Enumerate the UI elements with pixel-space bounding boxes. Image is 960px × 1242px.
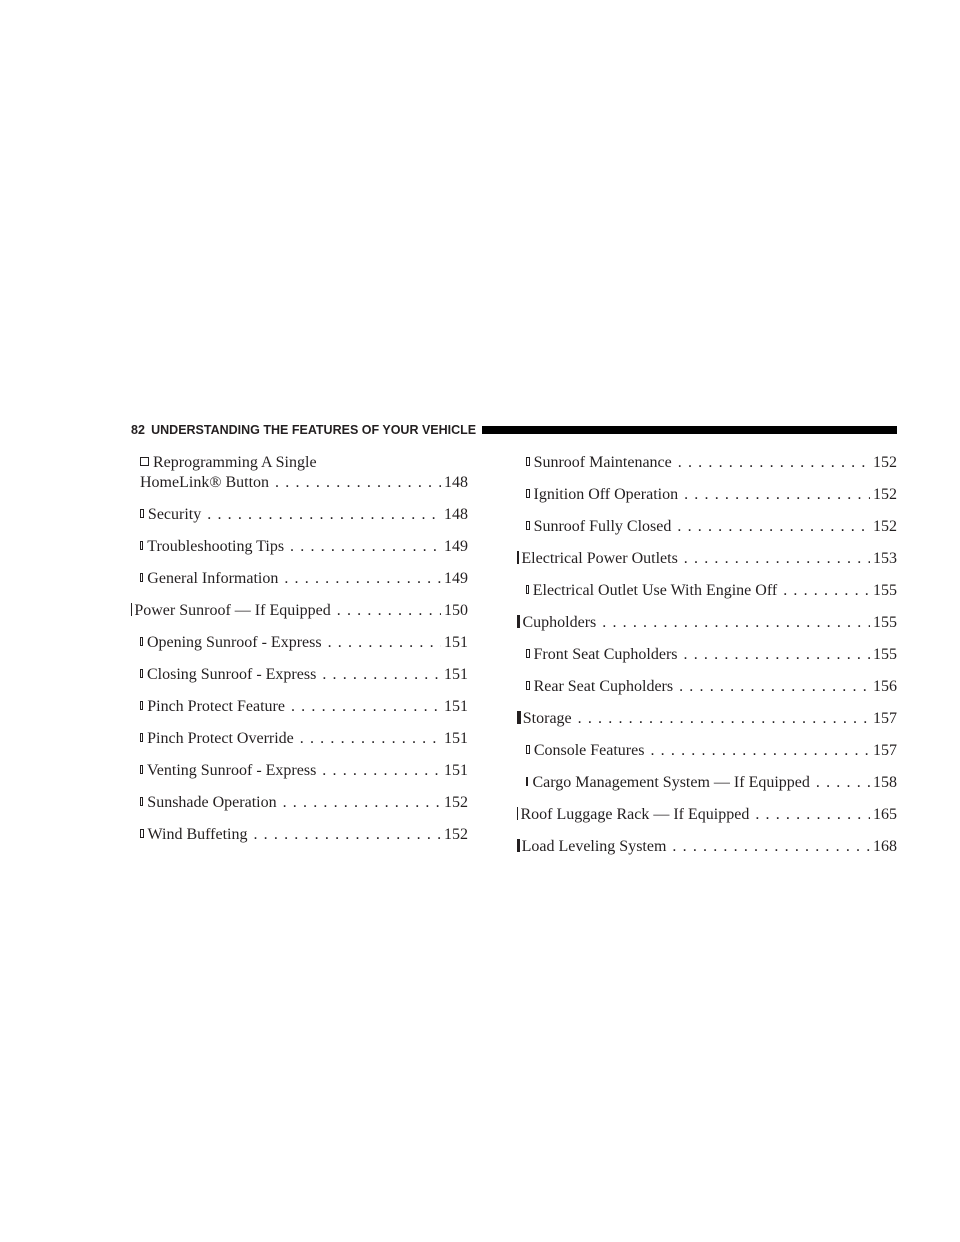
leader-dots [291,697,441,717]
hollow-square-bullet-icon [526,489,530,498]
leader-dots [684,645,870,665]
section-title: UNDERSTANDING THE FEATURES OF YOUR VEHICLE [151,423,477,437]
toc-entry-page: 155 [873,646,897,663]
toc-entry[interactable] [517,741,897,761]
hollow-square-bullet-icon [140,765,143,774]
toc-entry[interactable] [131,505,468,525]
leader-dots [300,729,441,749]
toc-entry[interactable] [131,697,468,717]
hollow-square-bullet-icon [140,733,143,742]
hollow-square-bullet-icon [140,669,143,678]
leader-dots [602,613,870,633]
toc-left-column [131,453,468,857]
leader-dots [678,453,870,473]
filled-square-bullet-icon [131,603,132,616]
toc-entry[interactable] [517,581,897,601]
hollow-square-bullet-icon [526,681,530,690]
toc-entry-page: 165 [873,806,897,823]
toc-entry[interactable] [517,805,897,825]
toc-entry-label: Console Features [533,742,645,759]
toc-entry-label: Cargo Management System — If Equipped [532,774,810,791]
toc-entry-page: 157 [873,710,897,727]
toc-entry-page: 153 [873,550,897,567]
toc-entry[interactable] [131,569,468,589]
filled-square-bullet-icon [517,615,520,628]
toc-entry-page: 149 [444,538,468,555]
toc-entry-page: 152 [444,794,468,811]
toc-entry-label: Sunshade Operation [147,794,277,811]
toc-entry[interactable] [131,793,468,813]
toc-entry[interactable] [517,645,897,665]
leader-dots [290,537,441,557]
hollow-square-bullet-icon [140,797,143,806]
hollow-square-bullet-icon [140,509,144,518]
hollow-square-bullet-icon [140,829,144,838]
toc-entry-page: 151 [444,698,468,715]
hollow-square-bullet-icon [140,457,149,466]
toc-entry-page: 150 [444,602,468,619]
leader-dots [677,517,870,537]
toc-entry[interactable] [517,837,897,857]
toc-entry[interactable] [517,549,897,569]
toc-entry-label: HomeLink® Button [140,474,270,491]
toc-entry-page: 149 [444,570,468,587]
leader-dots [672,837,870,857]
toc-entry[interactable] [131,825,468,845]
toc-entry[interactable] [517,709,897,729]
filled-square-bullet-icon [517,807,518,820]
toc-entry-page: 151 [444,634,468,651]
toc-entry-page: 152 [873,454,897,471]
hollow-square-bullet-icon [140,541,143,550]
toc-entry-label: Opening Sunroof - Express [146,634,322,651]
leader-dots [679,677,870,697]
toc-entry[interactable] [131,537,468,557]
toc-entry-label: Electrical Power Outlets [521,550,678,567]
toc-entry[interactable] [131,761,468,781]
toc-entry-label: Troubleshooting Tips [147,538,285,555]
hollow-square-bullet-icon [140,573,143,582]
toc-entry-page: 151 [444,666,468,683]
toc-entry-label: Ignition Off Operation [533,486,679,503]
toc-entry[interactable] [517,677,897,697]
leader-dots [337,601,441,621]
toc-entry-page: 148 [444,506,468,523]
toc-entry[interactable] [517,517,897,537]
toc-entry-label: Closing Sunroof - Express [146,666,317,683]
hollow-square-bullet-icon [526,649,530,658]
leader-dots [684,485,870,505]
toc-entry-label: Cupholders [522,614,597,631]
toc-entry-page: 158 [873,774,897,791]
leader-dots [283,793,441,813]
leader-dots [322,665,441,685]
toc-entry-page: 152 [873,486,897,503]
leader-dots [755,805,870,825]
toc-entry-label: Rear Seat Cupholders [533,678,674,695]
filled-square-bullet-icon [517,839,520,852]
page-number: 82 [131,423,146,437]
hollow-square-bullet-icon [526,457,530,466]
leader-dots [253,825,441,845]
leader-dots [684,549,870,569]
toc-entry-page: 151 [444,730,468,747]
filled-square-bullet-icon [517,711,521,724]
hollow-square-bullet-icon [526,777,528,786]
toc-entry-label: Roof Luggage Rack — If Equipped [520,806,750,823]
toc-entry-page: 152 [444,826,468,843]
hollow-square-bullet-icon [140,637,143,646]
toc-entry-page: 151 [444,762,468,779]
toc-entry-label: Pinch Protect Feature [147,698,285,715]
toc-entry[interactable] [517,453,897,473]
toc-entry-label: Power Sunroof — If Equipped [134,602,331,619]
leader-dots [284,569,441,589]
running-header [131,420,897,440]
toc-entry[interactable] [517,485,897,505]
hollow-square-bullet-icon [526,521,530,530]
toc-entry[interactable] [131,601,468,621]
leader-dots [207,505,441,525]
toc-entry-page: 155 [873,582,897,599]
toc-entry-label: Sunroof Maintenance [533,454,672,471]
hollow-square-bullet-icon [526,745,530,754]
toc-entry[interactable] [131,665,468,685]
toc-right-column [517,453,897,869]
leader-dots [783,581,870,601]
leader-dots [650,741,870,761]
toc-entry-label: Wind Buffeting [147,826,248,843]
hollow-square-bullet-icon [526,585,529,594]
toc-entry-page: 152 [873,518,897,535]
toc-entry[interactable] [517,613,897,633]
toc-entry-page: 156 [873,678,897,695]
toc-entry[interactable] [131,453,468,493]
toc-entry[interactable] [517,773,897,793]
toc-entry-page: 157 [873,742,897,759]
header-rule [482,426,897,434]
leader-dots [322,761,441,781]
toc-entry-label: Pinch Protect Override [147,730,294,747]
filled-square-bullet-icon [517,551,519,564]
leader-dots [578,709,870,729]
leader-dots [275,473,441,493]
toc-entry-label: Security [147,506,202,523]
toc-entry-page: 148 [444,474,468,491]
leader-dots [816,773,870,793]
toc-entry-label: Front Seat Cupholders [533,646,678,663]
toc-entry[interactable] [131,729,468,749]
toc-entry-page: 155 [873,614,897,631]
toc-entry-label: Load Leveling System [521,838,667,855]
toc-entry-label: Electrical Outlet Use With Engine Off [532,582,778,599]
hollow-square-bullet-icon [140,701,143,710]
toc-entry[interactable] [131,633,468,653]
toc-entry-label: General Information [147,570,279,587]
leader-dots [328,633,441,653]
toc-entry-page: 168 [873,838,897,855]
toc-entry-label: Venting Sunroof - Express [146,762,317,779]
toc-entry-label: Storage [522,710,572,727]
toc-entry-label: Reprogramming A Single [153,454,317,471]
toc-entry-label: Sunroof Fully Closed [533,518,672,535]
